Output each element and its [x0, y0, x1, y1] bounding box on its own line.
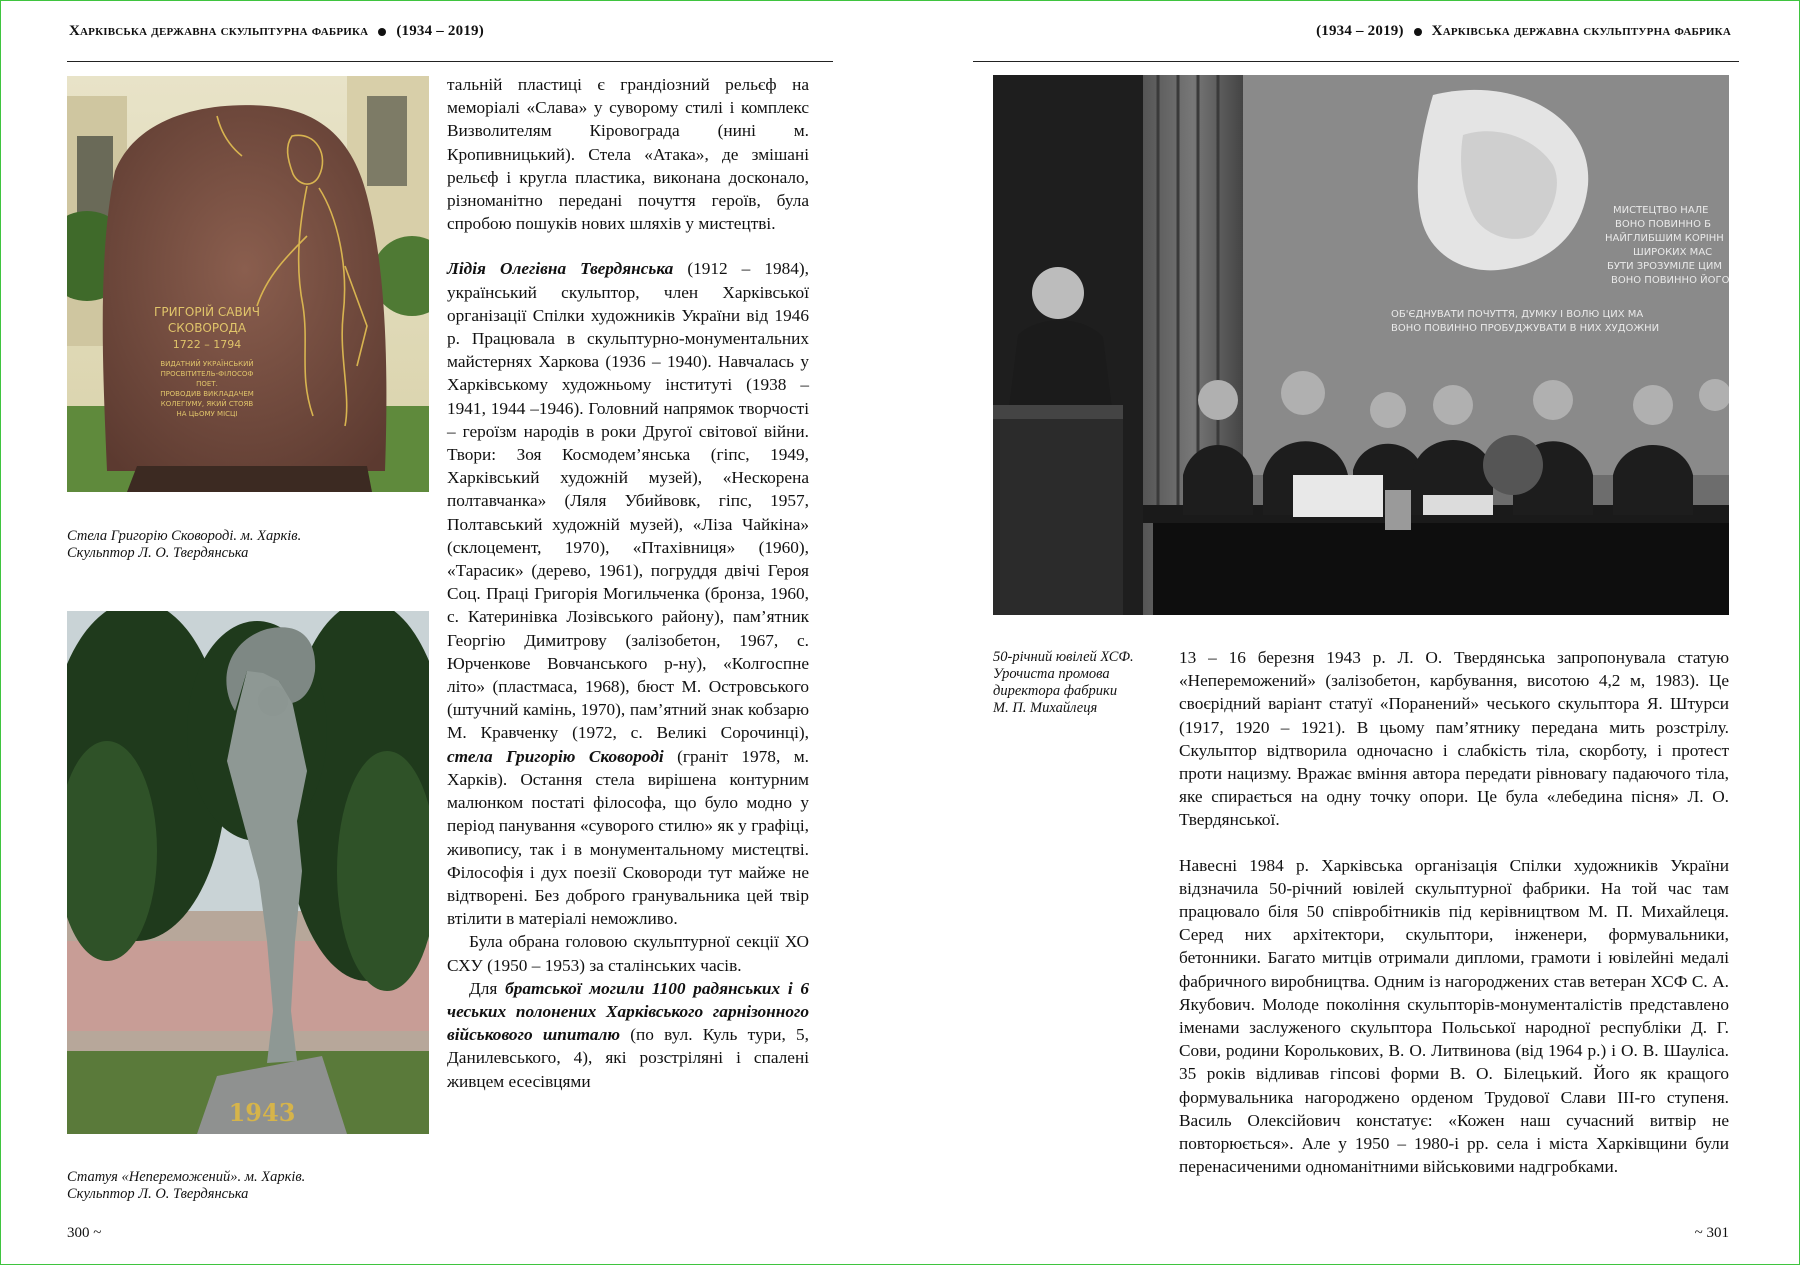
page-number-left: 300 ~: [67, 1225, 102, 1241]
paragraph: Навесні 1984 р. Харківська організація Спілки художників України відзначила 50-річний ювілей скульптурної фабрики. На той час там працювало біля 50 співробітників під керівництвом М. П. Михайлеця. Серед них архітектори, скульптори, інженери, формувальники, бетонники. Багато митців отримали дипломи, грамоти і ювілейні медалі фабричного виробництва. Одним із нагороджених став ветеран ХСФ С. А. Якубович. Молоде покоління скульпторів-монументалістів представлено іменами заслуженого скульптора Польської народної республіки Д. Г. Сови, родини Королькових, В. О. Литвинова (від 1964 р.) і О. В. Шауліса. 35 років відливав гіпсові форми В. О. Білецький. Його як кращого формувальника нагороджено орденом Трудової Слави ІІІ-го ступеня. Василь Олексійович констатує: «Кожен наш сучасний витвір не повторюється». Але у 1950 – 1980-і рр. села і міста Харківщини були перенасиченими одноманітними військовими надгробками.: [1179, 855, 1729, 1177]
header-rule: [67, 61, 833, 62]
wall-text-line: БУТИ ЗРОЗУМІЛЕ ЦИМ: [1607, 261, 1723, 272]
photo-stela-skovoroda: [67, 76, 429, 492]
photo-jubilee-meeting: [993, 75, 1729, 615]
wall-text-line: ВОНО ПОВИННО ЙОГО: [1611, 275, 1729, 286]
paragraph: Була обрана головою скульптурної секції ХО СХУ (1950 – 1953) за сталінських часів.: [447, 932, 809, 975]
stela-inscription-line: НА ЦЬОМУ МІСЦІ: [176, 410, 238, 418]
running-header-left: [69, 23, 484, 40]
left-text-column: [447, 73, 809, 1093]
paragraph-tverdyanska: Лідія Олегівна Твердянська (1912 – 1984), український скульптор, член Харківської організації Спілки художників України від 1946 р. Працювала в скульптурно-монументальних майстернях Харкова (1936 – 1940). Навчалась у Харківському художньому інституті (1938 – 1941, 1944 –1946). Головний напрямок творчості – героїзм народів в роки Другої світової війни. Твори: Зоя Космодем’янська (гіпс, 1949, Харківський художній музей), «Нескорена полтавчанка» (Ляля Убийвовк, гіпс, 1957, Полтавський художній музей), «Ліза Чайкіна» (склоцемент, 1970), «Птахівниця» (1960), «Тарасик» (дерево, 1961), погруддя двічі Героя Соц. Праці Григорія Могильченка (бронза, 1960, с. Катеринівка Лозівського району), пам’ятник Георгію Димитрову (залізобетон, 1967, с. Юрченкове Вовчанського р-ну), «Колгоспне літо» (пластмаса, 1968), бюст М. Островського (штучний камінь, 1970), пам’ятний знак кобзарю М. Кравченку (1972, с. Великі Сорочинці), стела Григорію Сковороді (граніт 1978, м. Харків). Остання стела вирішена контурним малюнком постаті філософа, що було модно у період панування «суворого стилю» як у графіці, живопису, так і в монументальному мистецтві. Філософія і дух поезії Сковороди тут майже не відтворені. Без доброго гранувальника цей твір втілити в матеріалі неможливо.: [447, 259, 809, 929]
wall-text-line: ОБ'ЄДНУВАТИ ПОЧУТТЯ, ДУМКУ І ВОЛЮ ЦИХ МА: [1391, 309, 1644, 320]
left-page: [1, 1, 901, 1264]
wall-text-line: МИСТЕЦТВО НАЛЕ: [1613, 205, 1709, 216]
wall-text-line: НАЙГЛИБШИМ КОРІНН: [1605, 233, 1724, 244]
stela-inscription-line: СКОВОРОДА: [167, 321, 247, 335]
photo-statue-unconquered: [67, 611, 429, 1134]
caption-statue: Статуя «Непереможений». м. Харків. Скульптор Л. О. Твердянська: [67, 1169, 306, 1202]
stela-inscription-line: ВИДАТНИЙ УКРАЇНСЬКИЙ: [160, 360, 254, 368]
paragraph: тальній пластиці є грандіозний рельєф на меморіалі «Слава» у суворому стилі і комплекс Визволителям Кіровограда (нині м. Кропивницький). Стела «Атака», де змішані рельєф і кругла пластика, виконана досконало, різноманітно передані почуття героїв, була спробою пошуків нових шляхів у мистецтві.: [447, 75, 809, 234]
stela-inscription-line: 1722 – 1794: [172, 338, 242, 351]
stela-inscription-line: ГРИГОРІЙ САВИЧ: [154, 305, 260, 319]
right-page: [901, 1, 1799, 1264]
page-number-right: ~ 301: [1694, 1225, 1729, 1241]
stela-inscription-line: ПРОСВІТИТЕЛЬ-ФІЛОСОФ: [160, 370, 254, 378]
header-years: (1934 – 2019): [396, 23, 484, 39]
header-years: (1934 – 2019): [1316, 23, 1404, 39]
stela-inscription-line: ПОЕТ.: [196, 380, 218, 388]
paragraph: 13 – 16 березня 1943 р. Л. О. Твердянська запропонувала статую «Непереможений» (залізобетон, карбування, висотою 4,2 м, 1983). Це своєрідний варіант статуї «Поранений» чеського скульптора Я. Штурси (1917, 1920 – 1921). В цьому пам’ятнику передана мить розстрілу. Скульптор відтворила одночасно і слабкість тіла, скорботу, і протест проти нацизму. Вражає вміння автора передати рівновагу падаючого тіла, яке спирається на одну точку опори. Це була «лебедина пісня» Л. О. Твердянської.: [1179, 648, 1729, 830]
header-rule: [973, 61, 1739, 62]
pedestal-year: 1943: [228, 1098, 296, 1127]
running-header-right: [1316, 23, 1731, 40]
bullet-icon: [1414, 28, 1422, 36]
paragraph: Для братської могили 1100 радянських і 6 чеських полонених Харківського гарнізонного військового шпиталю (по вул. Куль тури, 5, Данилевського, 4), які розстріляні і спалені живцем есесівцями: [447, 978, 810, 1091]
person-name: Лідія Олегівна Твердянська: [447, 259, 674, 279]
stela-inscription-line: КОЛЕГІУМУ, ЯКИЙ СТОЯВ: [160, 400, 254, 408]
wall-text-line: ВОНО ПОВИННО ПРОБУДЖУВАТИ В НИХ ХУДОЖНИ: [1391, 323, 1660, 334]
stela-inscription-line: ПРОВОДИВ ВИКЛАДАЧЕМ: [160, 390, 254, 398]
wall-text-line: ШИРОКИХ МАС: [1633, 247, 1713, 258]
emphasis: братської могили 1100 радянських і 6 чеських полонених Харківського гарнізонного військового шпиталю: [447, 978, 809, 1045]
caption-jubilee: 50-річний ювілей ХСФ. Урочиста промова директора фабрики М. П. Михайлеця: [993, 649, 1134, 716]
header-title: Харківська державна скульптурна фабрика: [1431, 23, 1731, 39]
header-title: Харківська державна скульптурна фабрика: [69, 23, 369, 39]
emphasis: стела Григорію Сковороді: [447, 746, 664, 766]
caption-stela: Стела Григорію Сковороді. м. Харків. Скульптор Л. О. Твердянська: [67, 528, 302, 561]
right-text-column: [1179, 646, 1729, 1178]
bullet-icon: [378, 28, 386, 36]
wall-text-line: ВОНО ПОВИННО Б: [1615, 219, 1711, 230]
